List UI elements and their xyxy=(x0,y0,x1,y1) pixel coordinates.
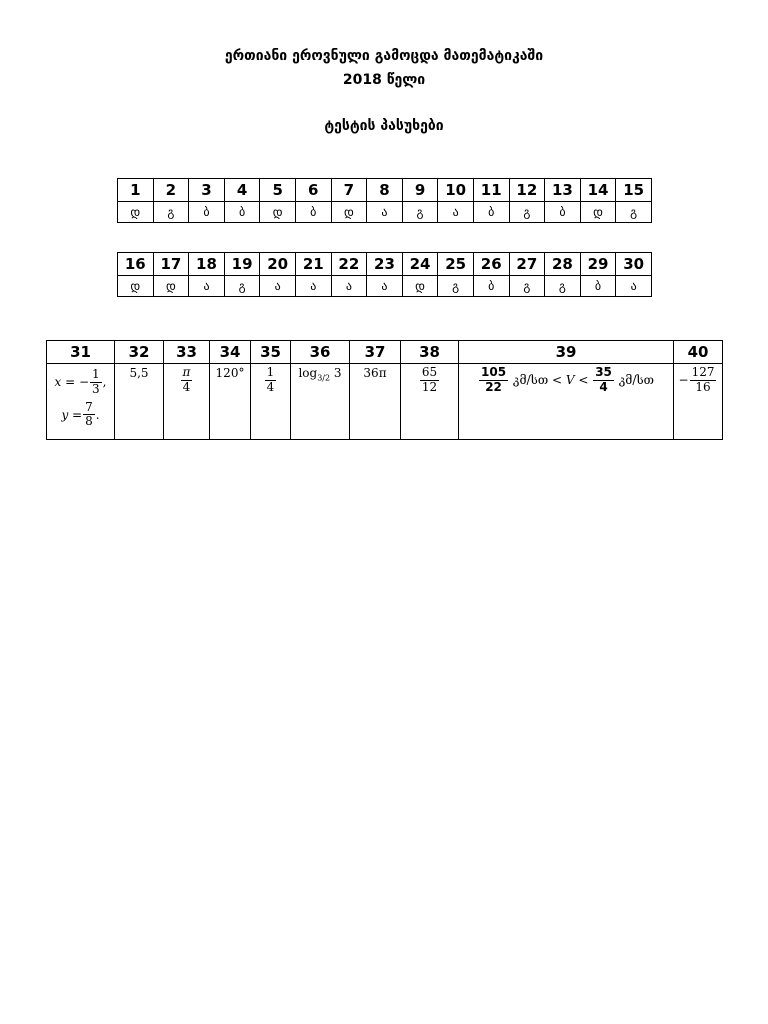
denominator: 16 xyxy=(695,379,711,394)
question-number-8: 8 xyxy=(367,179,403,202)
speed-unit: კმ/სთ xyxy=(618,372,654,387)
answer-letter-6: ბ xyxy=(295,202,331,223)
answer-letter-11: ბ xyxy=(473,202,509,223)
answer-34-value: 120° xyxy=(215,366,245,380)
answer-31 xyxy=(47,364,115,440)
document-title: ერთიანი ეროვნული გამოცდა მათემატიკაში xyxy=(224,48,544,64)
question-number-8: 23 xyxy=(367,253,403,276)
question-number-2: 17 xyxy=(153,253,189,276)
question-number-3: 18 xyxy=(189,253,225,276)
log-argument: 3 xyxy=(330,366,342,380)
question-number-1: 1 xyxy=(118,179,154,202)
answer-33-fraction xyxy=(181,366,193,395)
answer-letter-14: ბ xyxy=(580,276,616,297)
question-number-4: 19 xyxy=(224,253,260,276)
less-than-sign: < xyxy=(574,372,593,387)
answer-letter-5: ა xyxy=(260,276,296,297)
answer-letter-4: ბ xyxy=(224,202,260,223)
answer-letter-15: გ xyxy=(616,202,652,223)
speed-variable: V xyxy=(565,372,575,387)
answer-32-value: 5,5 xyxy=(129,366,149,380)
question-number-2: 32 xyxy=(115,341,164,364)
question-number-5: 5 xyxy=(260,179,296,202)
question-number-9: 39 xyxy=(459,341,674,364)
document-subtitle: ტესტის პასუხები xyxy=(324,118,444,134)
answer-letter-8: ა xyxy=(367,276,403,297)
question-number-12: 27 xyxy=(509,253,545,276)
y-fraction xyxy=(83,401,95,430)
answer-letter-11: ბ xyxy=(473,276,509,297)
answer-letter-12: გ xyxy=(509,276,545,297)
question-number-10: 25 xyxy=(438,253,474,276)
answer-letter-13: ბ xyxy=(545,202,581,223)
x-denominator: 3 xyxy=(92,381,100,396)
y-terminator: . xyxy=(95,407,100,422)
question-number-2: 2 xyxy=(153,179,189,202)
y-equation-label: y = xyxy=(61,407,83,422)
minus-sign: − xyxy=(678,372,689,387)
question-number-4: 4 xyxy=(224,179,260,202)
less-than-sign: < xyxy=(548,372,566,387)
answer-letter-row xyxy=(118,202,652,223)
answer-letter-7: ა xyxy=(331,276,367,297)
question-number-11: 26 xyxy=(473,253,509,276)
answer-letter-3: ბ xyxy=(189,202,225,223)
question-number-5: 35 xyxy=(251,341,291,364)
question-number-12: 12 xyxy=(509,179,545,202)
question-number-3: 3 xyxy=(189,179,225,202)
question-number-8: 38 xyxy=(401,341,459,364)
answer-letter-10: გ xyxy=(438,276,474,297)
answer-35 xyxy=(251,364,291,440)
log-function: log xyxy=(298,366,318,380)
answer-value-row xyxy=(47,364,723,440)
x-separator: , xyxy=(102,374,107,389)
answer-letter-14: დ xyxy=(580,202,616,223)
document-year: 2018 წელი xyxy=(342,72,426,88)
log-base: 3/2 xyxy=(317,373,331,383)
question-number-15: 15 xyxy=(616,179,652,202)
answer-letter-3: ა xyxy=(189,276,225,297)
numerator: π xyxy=(182,365,191,379)
question-number-7: 22 xyxy=(331,253,367,276)
answer-letter-4: გ xyxy=(224,276,260,297)
answer-letter-8: ა xyxy=(367,202,403,223)
question-number-row xyxy=(118,179,652,202)
answers-table-1-15 xyxy=(117,178,652,223)
answer-letter-10: ა xyxy=(438,202,474,223)
numerator: 65 xyxy=(421,365,438,379)
answer-letter-2: დ xyxy=(153,276,189,297)
x-numerator: 1 xyxy=(92,367,100,381)
question-number-6: 6 xyxy=(295,179,331,202)
answers-table-16-30 xyxy=(117,252,652,297)
answer-letter-9: გ xyxy=(402,202,438,223)
answer-letter-9: დ xyxy=(402,276,438,297)
answer-36 xyxy=(291,364,350,440)
question-number-14: 14 xyxy=(580,179,616,202)
x-fraction xyxy=(90,368,102,397)
y-denominator: 8 xyxy=(85,414,93,429)
open-answers-table xyxy=(46,340,723,440)
question-number-10: 10 xyxy=(438,179,474,202)
x-equation-label: x = − xyxy=(54,374,90,389)
denominator: 22 xyxy=(485,379,502,394)
answer-34 xyxy=(210,364,251,440)
answer-letter-6: ა xyxy=(295,276,331,297)
answer-32 xyxy=(115,364,164,440)
numerator: 127 xyxy=(691,365,715,379)
question-number-14: 29 xyxy=(580,253,616,276)
answer-letter-13: გ xyxy=(545,276,581,297)
answer-letter-5: დ xyxy=(260,202,296,223)
question-number-15: 30 xyxy=(616,253,652,276)
answer-38-fraction xyxy=(420,366,439,395)
question-number-7: 7 xyxy=(331,179,367,202)
answer-letter-12: გ xyxy=(509,202,545,223)
answer-35-fraction xyxy=(265,366,277,395)
question-number-9: 9 xyxy=(402,179,438,202)
question-number-7: 37 xyxy=(350,341,401,364)
numerator: 1 xyxy=(266,365,275,379)
answer-37 xyxy=(350,364,401,440)
question-number-3: 33 xyxy=(164,341,210,364)
question-number-9: 24 xyxy=(402,253,438,276)
question-number-13: 13 xyxy=(545,179,581,202)
question-number-6: 21 xyxy=(295,253,331,276)
answer-38 xyxy=(401,364,459,440)
answer-37-value: 36π xyxy=(363,366,387,380)
upper-bound-fraction xyxy=(593,366,614,395)
numerator: 35 xyxy=(595,365,612,379)
lower-bound-fraction xyxy=(479,366,508,395)
question-number-6: 36 xyxy=(291,341,350,364)
question-number-13: 28 xyxy=(545,253,581,276)
answer-39 xyxy=(459,364,674,440)
answer-40 xyxy=(674,364,723,440)
denominator: 4 xyxy=(182,379,191,394)
question-number-5: 20 xyxy=(260,253,296,276)
question-number-4: 34 xyxy=(210,341,251,364)
question-number-10: 40 xyxy=(674,341,723,364)
answer-letter-15: ა xyxy=(616,276,652,297)
y-numerator: 7 xyxy=(85,399,93,414)
answer-letter-1: დ xyxy=(118,276,154,297)
numerator: 105 xyxy=(481,365,507,379)
question-number-11: 11 xyxy=(473,179,509,202)
answer-letter-2: გ xyxy=(153,202,189,223)
question-number-1: 16 xyxy=(118,253,154,276)
denominator: 4 xyxy=(599,379,608,394)
answer-40-fraction xyxy=(690,366,717,395)
answer-letter-1: დ xyxy=(118,202,154,223)
question-number-row xyxy=(47,341,723,364)
answer-letter-row xyxy=(118,276,652,297)
answer-letter-7: დ xyxy=(331,202,367,223)
question-number-row xyxy=(118,253,652,276)
question-number-1: 31 xyxy=(47,341,115,364)
denominator: 12 xyxy=(421,379,438,394)
speed-unit: კმ/სთ xyxy=(512,372,549,387)
answer-33 xyxy=(164,364,210,440)
denominator: 4 xyxy=(266,379,275,394)
